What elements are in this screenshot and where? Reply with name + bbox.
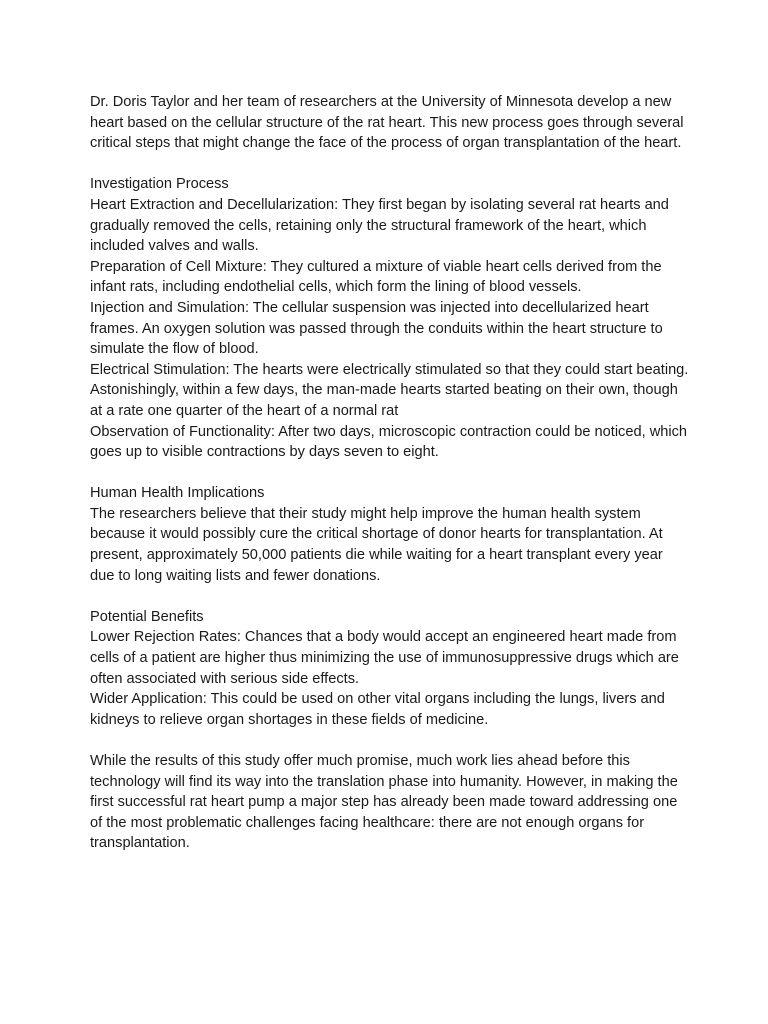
investigation-item-extraction: Heart Extraction and Decellularization: They first began by isolating several rat hearts and gradually removed the cells, retaining only the structural framework of the heart, which included valves and walls. (90, 196, 669, 255)
conclusion-paragraph: While the results of this study offer much promise, much work lies ahead before this technology will find its way into the translation phase into humanity. However, in making the first successful rat heart pump a major step has already been made toward addressing one of the most problematic challenges facing healthcare: there are not enough organs for transplantation. (90, 753, 678, 852)
paragraph-spacer (90, 586, 690, 607)
document-body (90, 92, 690, 854)
investigation-item-cell-mixture: Preparation of Cell Mixture: They cultured a mixture of viable heart cells derived from the infant rats, including endothelial cells, which form the lining of blood vessels. (90, 258, 662, 296)
intro-paragraph: Dr. Doris Taylor and her team of researchers at the University of Minnesota develop a new heart based on the cellular structure of the rat heart. This new process goes through several critical steps that might change the face of the process of organ transplantation of the heart. (90, 94, 684, 152)
investigation-item-injection: Injection and Simulation: The cellular suspension was injected into decellularized heart frames. An oxygen solution was passed through the conduits within the heart structure to simulate the flow of blood. (90, 299, 663, 358)
benefits-item-application: Wider Application: This could be used on other vital organs including the lungs, livers and kidneys to relieve organ shortages in these fields of medicine. (90, 691, 665, 728)
investigation-heading: Investigation Process (90, 176, 229, 193)
investigation-item-observation: Observation of Functionality: After two days, microscopic contraction could be noticed, which goes up to visible contractions by days seven to eight. (90, 423, 688, 461)
investigation-item-stimulation: Electrical Stimulation: The hearts were electrically stimulated so that they could start beating. Astonishingly, within a few days, the man-made hearts started beating on their own, though at a rate one quarter of the heart of a normal rat (90, 361, 689, 419)
paragraph-spacer (90, 463, 690, 484)
benefits-heading: Potential Benefits (90, 608, 204, 625)
paragraph-spacer (90, 730, 690, 751)
health-paragraph: The researchers believe that their study might help improve the human health system because it would possibly cure the critical shortage of donor hearts for transplantation. At present, approximately 50,000 patients die while waiting for a heart transplant every year due to long waiting lists and fewer donations. (90, 505, 663, 584)
benefits-item-rejection: Lower Rejection Rates: Chances that a body would accept an engineered heart made from cells of a patient are higher thus minimizing the use of immunosuppressive drugs which are often associated with serious side effects. (90, 629, 679, 687)
health-heading: Human Health Implications (90, 485, 265, 502)
paragraph-spacer (90, 154, 690, 175)
